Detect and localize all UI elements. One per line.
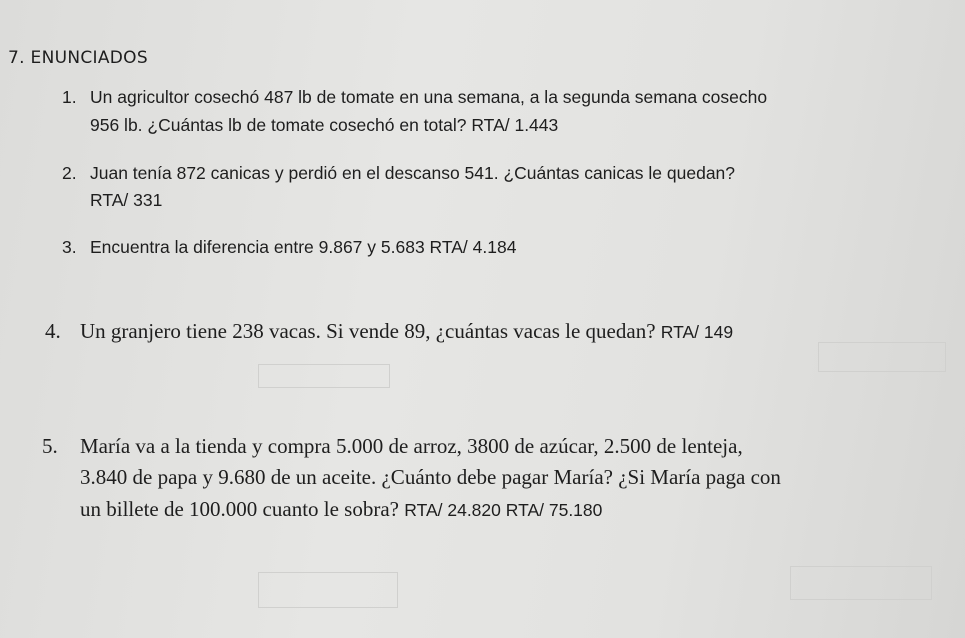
problem-4-line-1 [80, 317, 733, 347]
problem-4-answer: RTA/ 149 [660, 322, 734, 342]
problem-3-line-1: Encuentra la diferencia entre 9.867 y 5.683 RTA/ 4.184 [90, 237, 517, 257]
problem-5-line-3 [80, 495, 602, 525]
problem-5-line-2: 3.840 de papa y 9.680 de un aceite. ¿Cuánto debe pagar María? ¿Si María paga con [80, 465, 781, 489]
problem-4-text: Un granjero tiene 238 vacas. Si vende 89, ¿cuántas vacas le quedan? [80, 319, 656, 343]
problem-1-number: 1. [62, 87, 77, 107]
section-heading: 7. ENUNCIADOS [8, 48, 148, 68]
problem-2-line-2: RTA/ 331 [90, 190, 163, 210]
bleed-through-box [790, 566, 932, 600]
problem-5-text: un billete de 100.000 cuanto le sobra? [80, 497, 399, 521]
problem-3-number: 3. [62, 237, 77, 257]
problem-4-number: 4. [45, 319, 61, 343]
problem-5-number: 5. [42, 434, 58, 458]
problem-5-answer: RTA/ 24.820 RTA/ 75.180 [404, 500, 603, 520]
problem-2-line-1: Juan tenía 872 canicas y perdió en el descanso 541. ¿Cuántas canicas le quedan? [90, 163, 736, 183]
problem-1-line-2: 956 lb. ¿Cuántas lb de tomate cosechó en total? RTA/ 1.443 [90, 115, 559, 135]
problem-1-line-1: Un agricultor cosechó 487 lb de tomate en una semana, a la segunda semana cosecho [90, 87, 768, 107]
bleed-through-box [258, 364, 390, 388]
problem-5-line-1: María va a la tienda y compra 5.000 de arroz, 3800 de azúcar, 2.500 de lenteja, [80, 434, 743, 458]
problem-2-number: 2. [62, 163, 77, 183]
bleed-through-box [258, 572, 398, 608]
bleed-through-box [818, 342, 946, 372]
